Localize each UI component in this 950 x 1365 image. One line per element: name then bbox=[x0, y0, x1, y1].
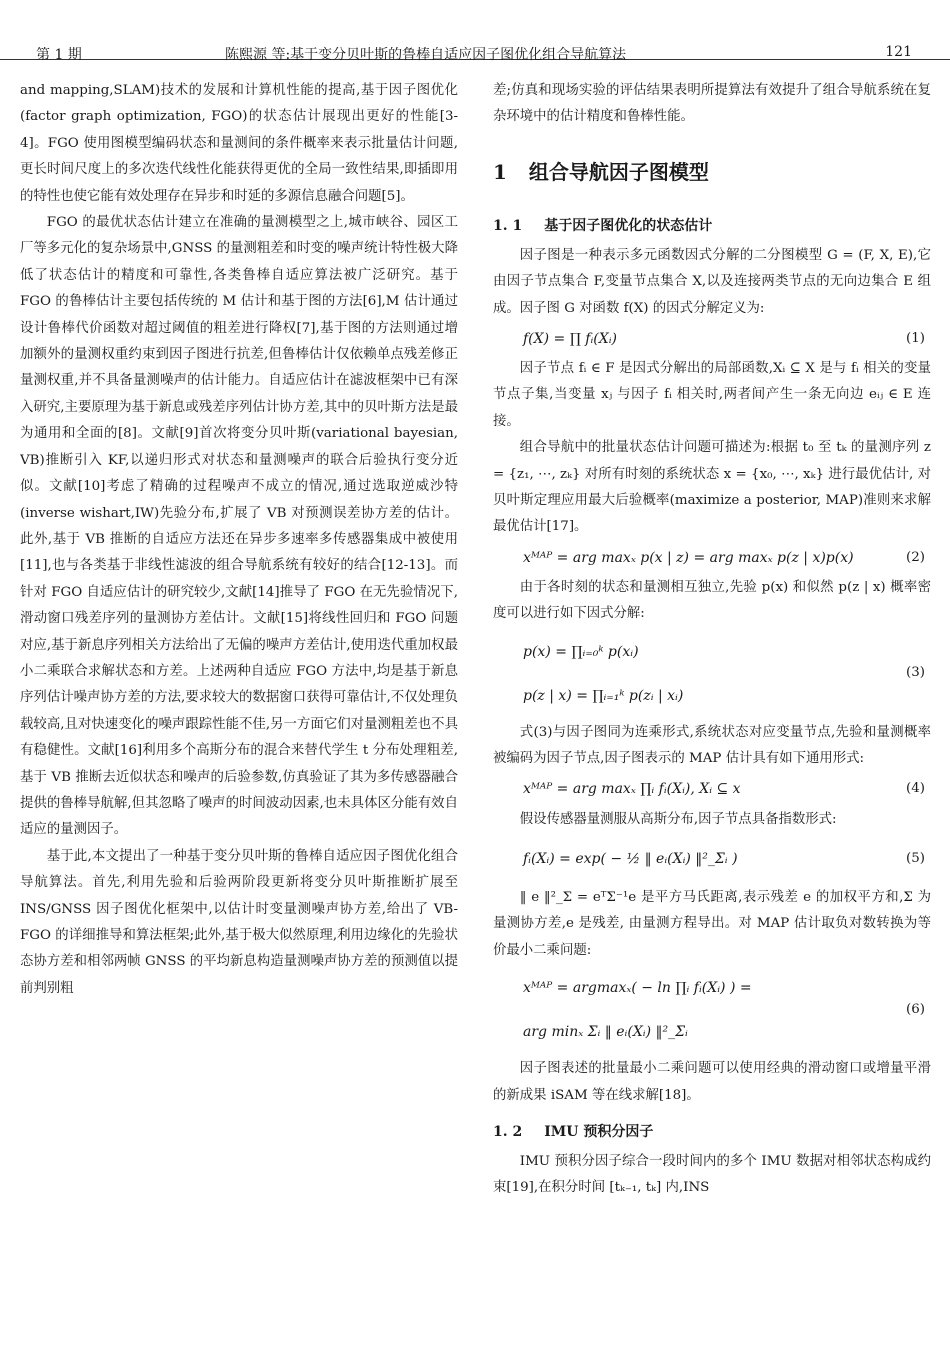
equation-4-body: xᴹᴬᴾ = arg maxₓ ∏ᵢ fᵢ(Xᵢ), Xᵢ ⊆ x bbox=[523, 781, 741, 798]
issue-number: 第 1 期 bbox=[36, 47, 82, 63]
equation-6-number: (6) bbox=[906, 1001, 925, 1017]
paragraph-contribution: 基于此,本文提出了一种基于变分贝叶斯的鲁棒自适应因子图优化组合导航算法。首先,利用先验和后验两阶段更新将变分贝叶斯推断扩展至 INS/GNSS 因子图优化框架中,以估计时变量测噪声协方差,给出了 VB-FGO 的详细推导和算法框架;此外,基于极大似然原理,利用边缘化的先验状态协方差和相邻两帧 GNSS 的平均新息构造量测噪声协方差的预测值以提前判别粗 bbox=[20, 848, 458, 996]
equation-6-line-2: arg minₓ Σᵢ ‖ eᵢ(Xᵢ) ‖²_Σᵢ bbox=[523, 1024, 688, 1041]
paragraph-gaussian: 假设传感器量测服从高斯分布,因子节点具备指数形式: bbox=[519, 811, 837, 827]
section-1-1-number: 1. 1 bbox=[493, 217, 523, 234]
equation-5-body: fᵢ(Xᵢ) = exp( − ½ ‖ eᵢ(Xᵢ) ‖²_Σᵢ ) bbox=[523, 850, 738, 867]
section-1-1-title: 基于因子图优化的状态估计 bbox=[544, 217, 713, 234]
equation-6-line-1: xᴹᴬᴾ = argmaxₓ( − ln ∏ᵢ fᵢ(Xᵢ) ) = bbox=[523, 980, 752, 997]
equation-4 bbox=[493, 773, 931, 807]
paragraph-map-form: 式(3)与因子图同为连乘形式,系统状态对应变量节点,先验和量测概率被编码为因子节点,因子图表示的 MAP 估计具有如下通用形式: bbox=[493, 724, 931, 767]
left-column bbox=[20, 78, 458, 1365]
equation-3-prior: p(x) = ∏ᵢ₌₀ᵏ p(xᵢ) bbox=[523, 643, 639, 660]
running-title: 陈熙源 等:基于变分贝叶斯的鲁棒自适应因子图优化组合导航算法 bbox=[225, 47, 627, 63]
right-column bbox=[493, 78, 931, 1365]
equation-5-number: (5) bbox=[906, 850, 925, 866]
section-1-2-title: IMU 预积分因子 bbox=[544, 1123, 654, 1140]
paragraph-isam: 因子图表述的批量最小二乘问题可以使用经典的滑动窗口或增量平滑的新成果 iSAM 等在线求解[18]。 bbox=[493, 1061, 931, 1103]
paragraph-intro-continued: and mapping,SLAM)技术的发展和计算机性能的提高,基于因子图优化(factor graph optimization, FGO)的状态估计展现出更好的性能[3-4]。FGO 使用图模型编码状态和量测间的条件概率来表示批量估计问题,更长时间尺度上的多次迭代线性化能获得更优的全局一致性结果,即插即用的特性也使它能有效处理存在异步和时延的多源信息融合问题[5]。 bbox=[20, 83, 458, 204]
equation-1-number: (1) bbox=[906, 330, 925, 346]
section-1-2-heading bbox=[493, 1119, 931, 1145]
equation-3-number: (3) bbox=[906, 665, 925, 681]
equation-1 bbox=[493, 322, 931, 356]
equation-2 bbox=[493, 541, 931, 575]
equation-2-number: (2) bbox=[906, 549, 925, 565]
section-1-1-heading bbox=[493, 213, 931, 239]
section-1-heading bbox=[493, 157, 931, 187]
equation-2-body: xᴹᴬᴾ = arg maxₓ p(x | z) = arg maxₓ p(z | x)p(x) bbox=[523, 549, 854, 566]
paragraph-factor-node: 因子节点 fᵢ ∈ F 是因式分解出的局部函数,Xᵢ ⊆ X 是与 fᵢ 相关的变量节点子集,当变量 xⱼ 与因子 fᵢ 相关时,两者间产生一条无向边 eᵢⱼ ∈ E 连接。 bbox=[493, 361, 931, 429]
paragraph-batch-estimation: 组合导航中的批量状态估计问题可描述为:根据 t₀ 至 tₖ 的量测序列 z = {z₁, ⋯, zₖ} 对所有时刻的系统状态 x = {x₀, ⋯, xₖ} 进行最优估计, 对贝叶斯定理应用最大后验概率(maximize a posterior, MAP)准则来求解最优估计[17]。 bbox=[493, 440, 931, 535]
equation-5 bbox=[493, 833, 931, 885]
equation-4-number: (4) bbox=[906, 781, 925, 797]
paragraph-imu-preintegration: IMU 预积分因子综合一段时间内的多个 IMU 数据对相邻状态构成约束[19],在积分时间 [tₖ₋₁, tₖ] 内,INS bbox=[493, 1153, 931, 1196]
equation-3-likelihood: p(z | x) = ∏ᵢ₌₁ᵏ p(zᵢ | xᵢ) bbox=[523, 687, 684, 704]
paragraph-intro-end: 差;仿真和现场实验的评估结果表明所提算法有效提升了组合导航系统在复杂环境中的估计精度和鲁棒性能。 bbox=[493, 83, 931, 125]
equation-1-body: f(X) = ∏ fᵢ(Xᵢ) bbox=[523, 330, 618, 347]
section-1-title: 组合导航因子图模型 bbox=[528, 159, 709, 184]
equation-6 bbox=[493, 964, 931, 1056]
paragraph-fgo-robust: FGO 的最优状态估计建立在准确的量测模型之上,城市峡谷、园区工厂等多元化的复杂场景中,GNSS 的量测粗差和时变的噪声统计特性极大降低了状态估计的精度和可靠性,各类鲁棒自适应算法被广泛研究。基于 FGO 的鲁棒估计主要包括传统的 M 估计和基于图的方法[6],M 估计通过设计鲁棒代价函数对超过阈值的粗差进行降权[7],基于图的方法则通过增加额外的量测权重约束到因子图进行抗差,但鲁棒估计仅依赖单点残差修正量测权重,并不具备量测噪声的估计能力。自适应估计在滤波框架中已有深入研究,主要原理为基于新息或残差序列估计协方差,其中的贝叶斯方法是最为通用和全面的[8]。文献[9]首次将变分贝叶斯(variational bayesian, VB)推断引入 KF,以递归形式对状态和量测噪声的联合后验执行变分近似。文献[10]考虑了精确的过程噪声不成立的情况,通过选取逆威沙特(inverse wishart,IW)先验分布,扩展了 VB 对预测误差协方差的估计。此外,基于 VB 推断的自适应方法还在异步多速率多传感器集成中被使用[11],也与各类基于非线性滤波的组合导航系统有较好的结合[12-13]。而针对 FGO 自适应估计的研究较少,文献[14]推导了 FGO 在无先验情况下,滑动窗口残差序列的量测协方差估计。文献[15]将线性回归和 FGO 问题对应,基于新息序列相关方法给出了无偏的噪声方差估计,使用迭代重加权最小二乘联合求解状态和方差。上述两种自适应 FGO 方法中,均是基于新息序列估计噪声协方差的方法,要求较大的数据窗口获得可靠估计,不仅处理负载较高,且对快速变化的噪声跟踪性能不佳,另一方面它们对量测粗差也不具有稳健性。文献[16]利用多个高斯分布的混合来替代学生 t 分布处理粗差,基于 VB 推断去近似状态和噪声的后验参数,仿真验证了其为多传感器融合提供的鲁棒导航解,但其忽略了噪声的时间波动因素,也未具体区分能有效自适应的量测因子。 bbox=[20, 215, 458, 838]
page-header bbox=[0, 0, 950, 63]
section-1-number: 1 bbox=[493, 159, 507, 184]
section-1-2-number: 1. 2 bbox=[493, 1123, 523, 1140]
page-number: 121 bbox=[885, 44, 912, 60]
paragraph-factor-graph: 因子图是一种表示多元函数因式分解的二分图模型 G = (F, X, E),它由因子节点集合 F,变量节点集合 X,以及连接两类节点的无向边集合 E 组成。因子图 G 对函数 f(X) 的因式分解定义为: bbox=[493, 247, 931, 316]
equation-3 bbox=[493, 628, 931, 720]
paragraph-independence: 由于各时刻的状态和量测相互独立,先验 p(x) 和似然 p(z | x) 概率密度可以进行如下因式分解: bbox=[493, 579, 931, 622]
paragraph-mahalanobis: ‖ e ‖²_Σ = eᵀΣ⁻¹e 是平方马氏距离,表示残差 e 的加权平方和,Σ 为量测协方差,e 是残差, 由量测方程导出。对 MAP 估计取负对数转换为等价最小二乘问题: bbox=[493, 889, 931, 958]
